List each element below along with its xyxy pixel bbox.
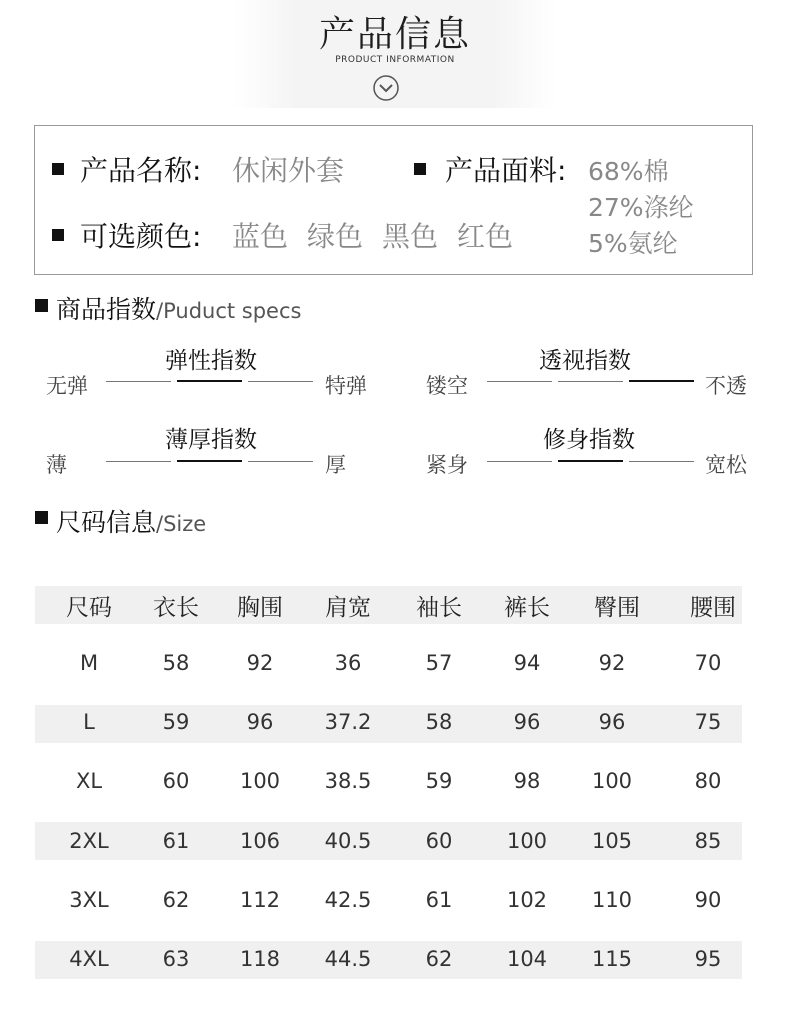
section-bullet: [35, 299, 48, 312]
elasticity-right-label: 特弹: [325, 374, 367, 398]
table-cell: 63: [162, 947, 190, 971]
elasticity-level-2: [177, 380, 242, 382]
table-cell: 96: [513, 710, 541, 734]
thickness-right-label: 厚: [325, 453, 346, 477]
table-header-cell: 胸围: [237, 595, 283, 621]
table-cell: 57: [425, 651, 453, 675]
table-header-cell: 裤长: [504, 595, 550, 621]
table-cell: 40.5: [324, 829, 372, 853]
specs-heading-cn: 商品指数: [56, 295, 157, 324]
bullet-square: [52, 229, 64, 241]
table-cell: 112: [239, 888, 281, 912]
transparency-level-3: [629, 380, 694, 382]
table-header-cell: 腰围: [690, 595, 736, 621]
color-option-black: 黑色: [382, 220, 439, 253]
table-cell: 61: [425, 888, 453, 912]
elasticity-level-1: [106, 381, 171, 382]
elasticity-left-label: 无弹: [46, 374, 88, 398]
table-cell: 98: [513, 769, 541, 793]
fit-right-label: 宽松: [705, 453, 747, 477]
table-cell: 100: [591, 769, 633, 793]
table-cell: 95: [694, 947, 722, 971]
page-title: 产品信息: [318, 14, 471, 55]
table-cell: 44.5: [324, 947, 372, 971]
thickness-left-label: 薄: [46, 453, 67, 477]
fit-level-3: [629, 461, 694, 462]
table-cell: XL: [75, 769, 103, 793]
table-cell: 96: [246, 710, 274, 734]
table-cell: 62: [162, 888, 190, 912]
fit-index-title: 修身指数: [543, 427, 635, 453]
section-bullet: [35, 511, 48, 524]
table-cell: 4XL: [69, 947, 109, 971]
chevron-down-circle-icon: [372, 74, 400, 102]
color-option-red: 红色: [457, 220, 514, 253]
table-cell: 36: [334, 651, 362, 675]
table-cell: 100: [506, 829, 548, 853]
table-cell: 62: [425, 947, 453, 971]
specs-heading-en: /Puduct specs: [156, 299, 302, 323]
table-header-cell: 衣长: [153, 595, 199, 621]
table-cell: M: [79, 651, 99, 675]
table-cell: 37.2: [324, 710, 372, 734]
thickness-level-2: [177, 460, 242, 462]
table-cell: 105: [591, 829, 633, 853]
transparency-level-1: [487, 381, 552, 382]
table-cell: 96: [598, 710, 626, 734]
table-cell: 92: [246, 651, 274, 675]
transparency-left-label: 镂空: [426, 374, 468, 398]
fit-level-1: [487, 461, 552, 462]
table-cell: 115: [591, 947, 633, 971]
table-cell: 92: [598, 651, 626, 675]
table-cell: 2XL: [69, 829, 109, 853]
table-cell: 90: [694, 888, 722, 912]
size-heading-cn: 尺码信息: [56, 508, 157, 537]
table-cell: 61: [162, 829, 190, 853]
table-cell: 58: [425, 710, 453, 734]
bullet-square: [52, 163, 64, 175]
transparency-index-title: 透视指数: [539, 348, 631, 374]
product-name-label: 产品名称:: [80, 154, 202, 187]
elasticity-index-title: 弹性指数: [165, 348, 257, 374]
fabric-value-2: 27%涤纶: [588, 193, 694, 222]
table-cell: 59: [162, 710, 190, 734]
table-cell: 110: [591, 888, 633, 912]
transparency-right-label: 不透: [705, 374, 747, 398]
bullet-square: [414, 163, 426, 175]
thickness-level-1: [106, 461, 171, 462]
table-cell: L: [83, 710, 95, 734]
fabric-value-3: 5%氨纶: [588, 229, 678, 258]
fit-level-2: [558, 460, 623, 462]
table-header-cell: 袖长: [416, 595, 462, 621]
table-cell: 75: [694, 710, 722, 734]
table-cell: 80: [694, 769, 722, 793]
page-subtitle: PRODUCT INFORMATION: [335, 55, 455, 65]
table-cell: 118: [239, 947, 281, 971]
table-cell: 42.5: [324, 888, 372, 912]
specs-heading: [56, 290, 301, 326]
table-cell: 58: [162, 651, 190, 675]
table-header-cell: 臀围: [594, 595, 640, 621]
table-cell: 104: [506, 947, 548, 971]
color-label: 可选颜色:: [80, 220, 202, 253]
table-header-cell: 肩宽: [325, 595, 371, 621]
fabric-label: 产品面料:: [445, 154, 567, 187]
table-header-cell: 尺码: [66, 595, 112, 621]
elasticity-level-3: [248, 381, 313, 382]
fabric-value-1: 68%棉: [588, 157, 669, 186]
product-name-value: 休闲外套: [232, 154, 345, 187]
table-cell: 94: [513, 651, 541, 675]
transparency-level-2: [558, 381, 623, 382]
table-cell: 85: [694, 829, 722, 853]
thickness-index-title: 薄厚指数: [165, 427, 257, 453]
table-cell: 60: [162, 769, 190, 793]
size-heading-en: /Size: [156, 512, 207, 536]
table-cell: 38.5: [324, 769, 372, 793]
thickness-level-3: [248, 461, 313, 462]
color-option-blue: 蓝色: [232, 220, 289, 253]
table-cell: 70: [694, 651, 722, 675]
color-option-green: 绿色: [307, 220, 364, 253]
size-heading: [56, 503, 206, 539]
table-cell: 60: [425, 829, 453, 853]
table-cell: 100: [239, 769, 281, 793]
fit-left-label: 紧身: [426, 453, 468, 477]
table-cell: 102: [506, 888, 548, 912]
table-cell: 3XL: [69, 888, 109, 912]
table-cell: 59: [425, 769, 453, 793]
table-cell: 106: [239, 829, 281, 853]
